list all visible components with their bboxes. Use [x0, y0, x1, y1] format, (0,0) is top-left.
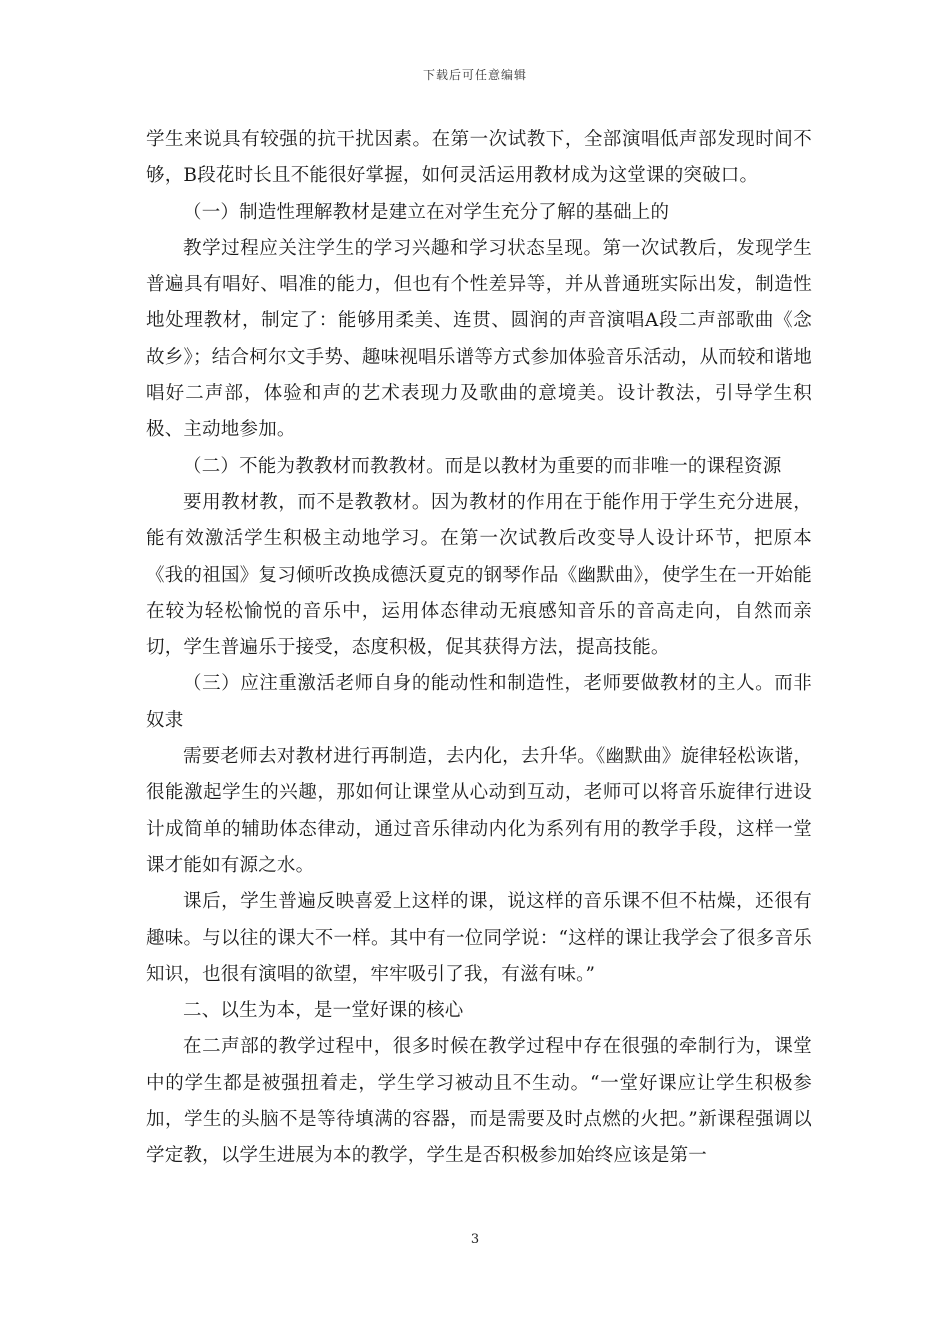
section-heading-main-2: 二、以生为本，是一堂好课的核心 [183, 1000, 464, 1022]
paragraph-continuation: 学生来说具有较强的抗干扰因素。在第一次试教下，全部演唱低声部发现时间不够，B段花时长且不能很好掌握，如何灵活运用教材成为这堂课的突破口。 [146, 129, 812, 187]
paragraph: 需要老师去对教材进行再制造，去内化，去升华。《幽默曲》旋律轻松诙谐，很能激起学生的兴趣，那如何让课堂从心动到互动，老师可以将音乐旋律行进设计成简单的辅助体态律动，通过音乐律动内化为系列有用的教学手段，这样一堂课才能如有源之水。 [146, 746, 812, 876]
page-number: 3 [470, 1232, 480, 1247]
section-heading-3: （三）应注重激活老师自身的能动性和制造性，老师要做教材的主人。而非奴隶 [146, 673, 812, 731]
paragraph: 要用教材教，而不是教教材。因为教材的作用在于能作用于学生充分进展，能有效激活学生积极主动地学习。在第一次试教后改变导人设计环节，把原本《我的祖国》复习倾听改换成德沃夏克的钢琴作品《幽默曲》，使学生在一开始能在较为轻松愉悦的音乐中，运用体态律动无痕感知音乐的音高走向，自然而亲切，学生普遍乐于接受，态度积极，促其获得方法，提高技能。 [146, 491, 812, 659]
page-header: 下载后可任意编辑 [422, 68, 527, 82]
section-heading-2: （二）不能为教教材而教教材。而是以教材为重要的而非唯一的课程资源 [183, 455, 782, 477]
paragraph: 课后，学生普遍反映喜爱上这样的课，说这样的音乐课不但不枯燥，还很有趣味。与以往的课大不一样。其中有一位同学说：“这样的课让我学会了很多音乐知识，也很有演唱的欲望，牢牢吸引了我，有滋有味。” [146, 891, 812, 985]
document-body [146, 122, 812, 1175]
paragraph: 在二声部的教学过程中，很多时候在教学过程中存在很强的牵制行为，课堂中的学生都是被强扭着走，学生学习被动且不生动。“一堂好课应让学生积极参加，学生的头脑不是等待填满的容器，而是需要及时点燃的火把。”新课程强调以学定教，以学生进展为本的教学，学生是否积极参加始终应该是第一 [146, 1036, 812, 1167]
section-heading-1: （一）制造性理解教材是建立在对学生充分了解的基础上的 [183, 201, 670, 223]
paragraph: 教学过程应关注学生的学习兴趣和学习状态呈现。第一次试教后，发现学生普遍具有唱好、唱准的能力，但也有个性差异等，并从普通班实际出发，制造性地处理教材，制定了：能够用柔美、连贯、圆润的声音演唱A段二声部歌曲《念故乡》；结合柯尔文手势、趣味视唱乐谱等方式参加体验音乐活动，从而较和谐地唱好二声部，体验和声的艺术表现力及歌曲的意境美。设计教法，引导学生积极、主动地参加。 [146, 237, 812, 441]
